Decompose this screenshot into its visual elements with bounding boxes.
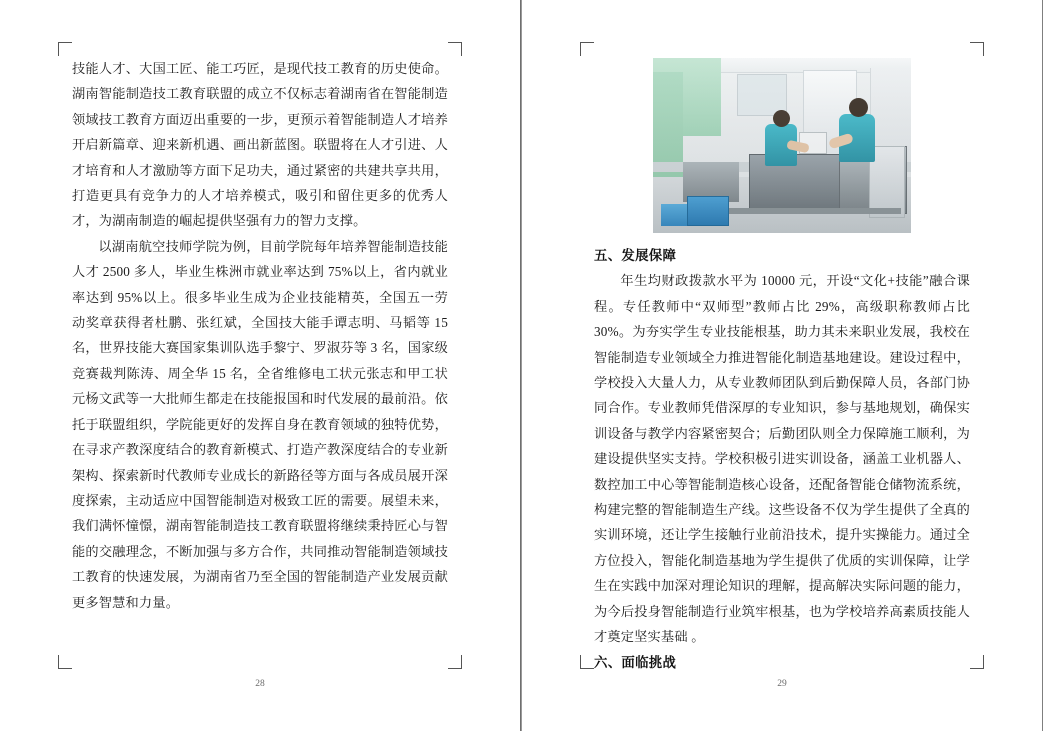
crop-mark-top-left	[58, 42, 72, 56]
paragraph: 年生均财政拨款水平为 10000 元，开设“文化+技能”融合课程。专任教师中“双师型”教师占比 29%，高级职称教师占比 30%。为夯实学生专业技能根基，助力其未来职业发展，我校在智能制造专业领域全力推进智能化制造基地建设。建设过程中，学校投入大量人力，从专业教师团队到后勤保障人员，各部门协同合作。专业教师凭借深厚的专业知识，参与基地规划，确保实训设备与教学内容紧密契合；后勤团队则全力保障施工顺利，为建设提供坚实支持。学校积极引进实训设备，涵盖工业机器人、数控加工中心等智能制造核心设备，还配备智能仓储物流系统，构建完整的智能制造生产线。这些设备不仅为学生提供了全真的实训环境，还让学生接触行业前沿技术，提升实操能力。通过全方位投入，智能化制造基地为学生提供了优质的实训保障，让学生在实践中加深对理论知识的理解，提高解决实际问题的能力，为今后投身智能制造行业筑牢根基，也为学校培养高素质技能人才奠定坚实基础 。	[594, 273, 970, 645]
crop-mark-bottom-left	[58, 655, 72, 669]
crop-mark-bottom-right	[970, 655, 984, 669]
page-left-content	[72, 56, 448, 661]
crop-mark-bottom-right	[448, 655, 462, 669]
section-heading-development-guarantee: 五、发展保障	[594, 248, 677, 263]
crop-mark-bottom-left	[580, 655, 594, 669]
page-number: 29	[777, 679, 787, 689]
page-right-content	[594, 56, 970, 670]
crop-mark-top-right	[970, 42, 984, 56]
section-heading-challenges: 六、面临挑战	[594, 654, 677, 670]
page-right	[521, 0, 1042, 731]
smart-manufacturing-training-lab-photo	[653, 58, 911, 233]
paragraph: 技能人才、大国工匠、能工巧匠，是现代技工教育的历史使命。湖南智能制造技工教育联盟的成立不仅标志着湖南省在智能制造领域技工教育方面迈出重要的一步，更预示着智能制造人才培养开启新篇章、迎来新机遇、画出新蓝图。联盟将在人才引进、人才培育和人才激励等方面下足功夫，通过紧密的共建共享共用，打造更具有竞争力的人才培养模式，吸引和留住更多的优秀人才，为湖南制造的崛起提供坚强有力的智力支撑。	[72, 61, 448, 229]
paragraph: 以湖南航空技师学院为例，目前学院每年培养智能制造技能人才 2500 多人，毕业生株洲市就业率达到 75%以上，省内就业率达到 95%以上。很多毕业生成为企业技能精英，全国五一劳动奖章获得者杜鹏、张红斌，全国技大能手谭志明、马韬等 15 名，世界技能大赛国家集训队选手黎宁、罗淑芬等 3 名，国家级竞赛裁判陈涛、周全华 15 名，全省维修电工状元张志和甲工状元杨文武等一大批师生都走在技能报国和时代发展的最前沿。依托于联盟组织，学院能更好的发挥自身在教育领域的独特优势，在寻求产教深度结合的教育新模式、打造产教深度结合的专业新架构、探索新时代教师专业成长的新路径等方面与各成员展开深度探索，主动适应中国智能制造对极致工匠的需要。展望未来，我们满怀憧憬，湖南智能制造技工教育联盟将继续秉持匠心与智能的交融理念，不断加强与多方合作，共同推动智能制造领域技工教育的快速发展，为湖南省乃至全国的智能制造产业发展贡献更多智慧和力量。	[72, 238, 448, 610]
crop-mark-top-right	[448, 42, 462, 56]
crop-mark-top-left	[580, 42, 594, 56]
page-left	[0, 0, 521, 731]
figure	[594, 58, 970, 233]
page-number: 28	[255, 679, 265, 689]
photo-overlay	[653, 58, 911, 233]
